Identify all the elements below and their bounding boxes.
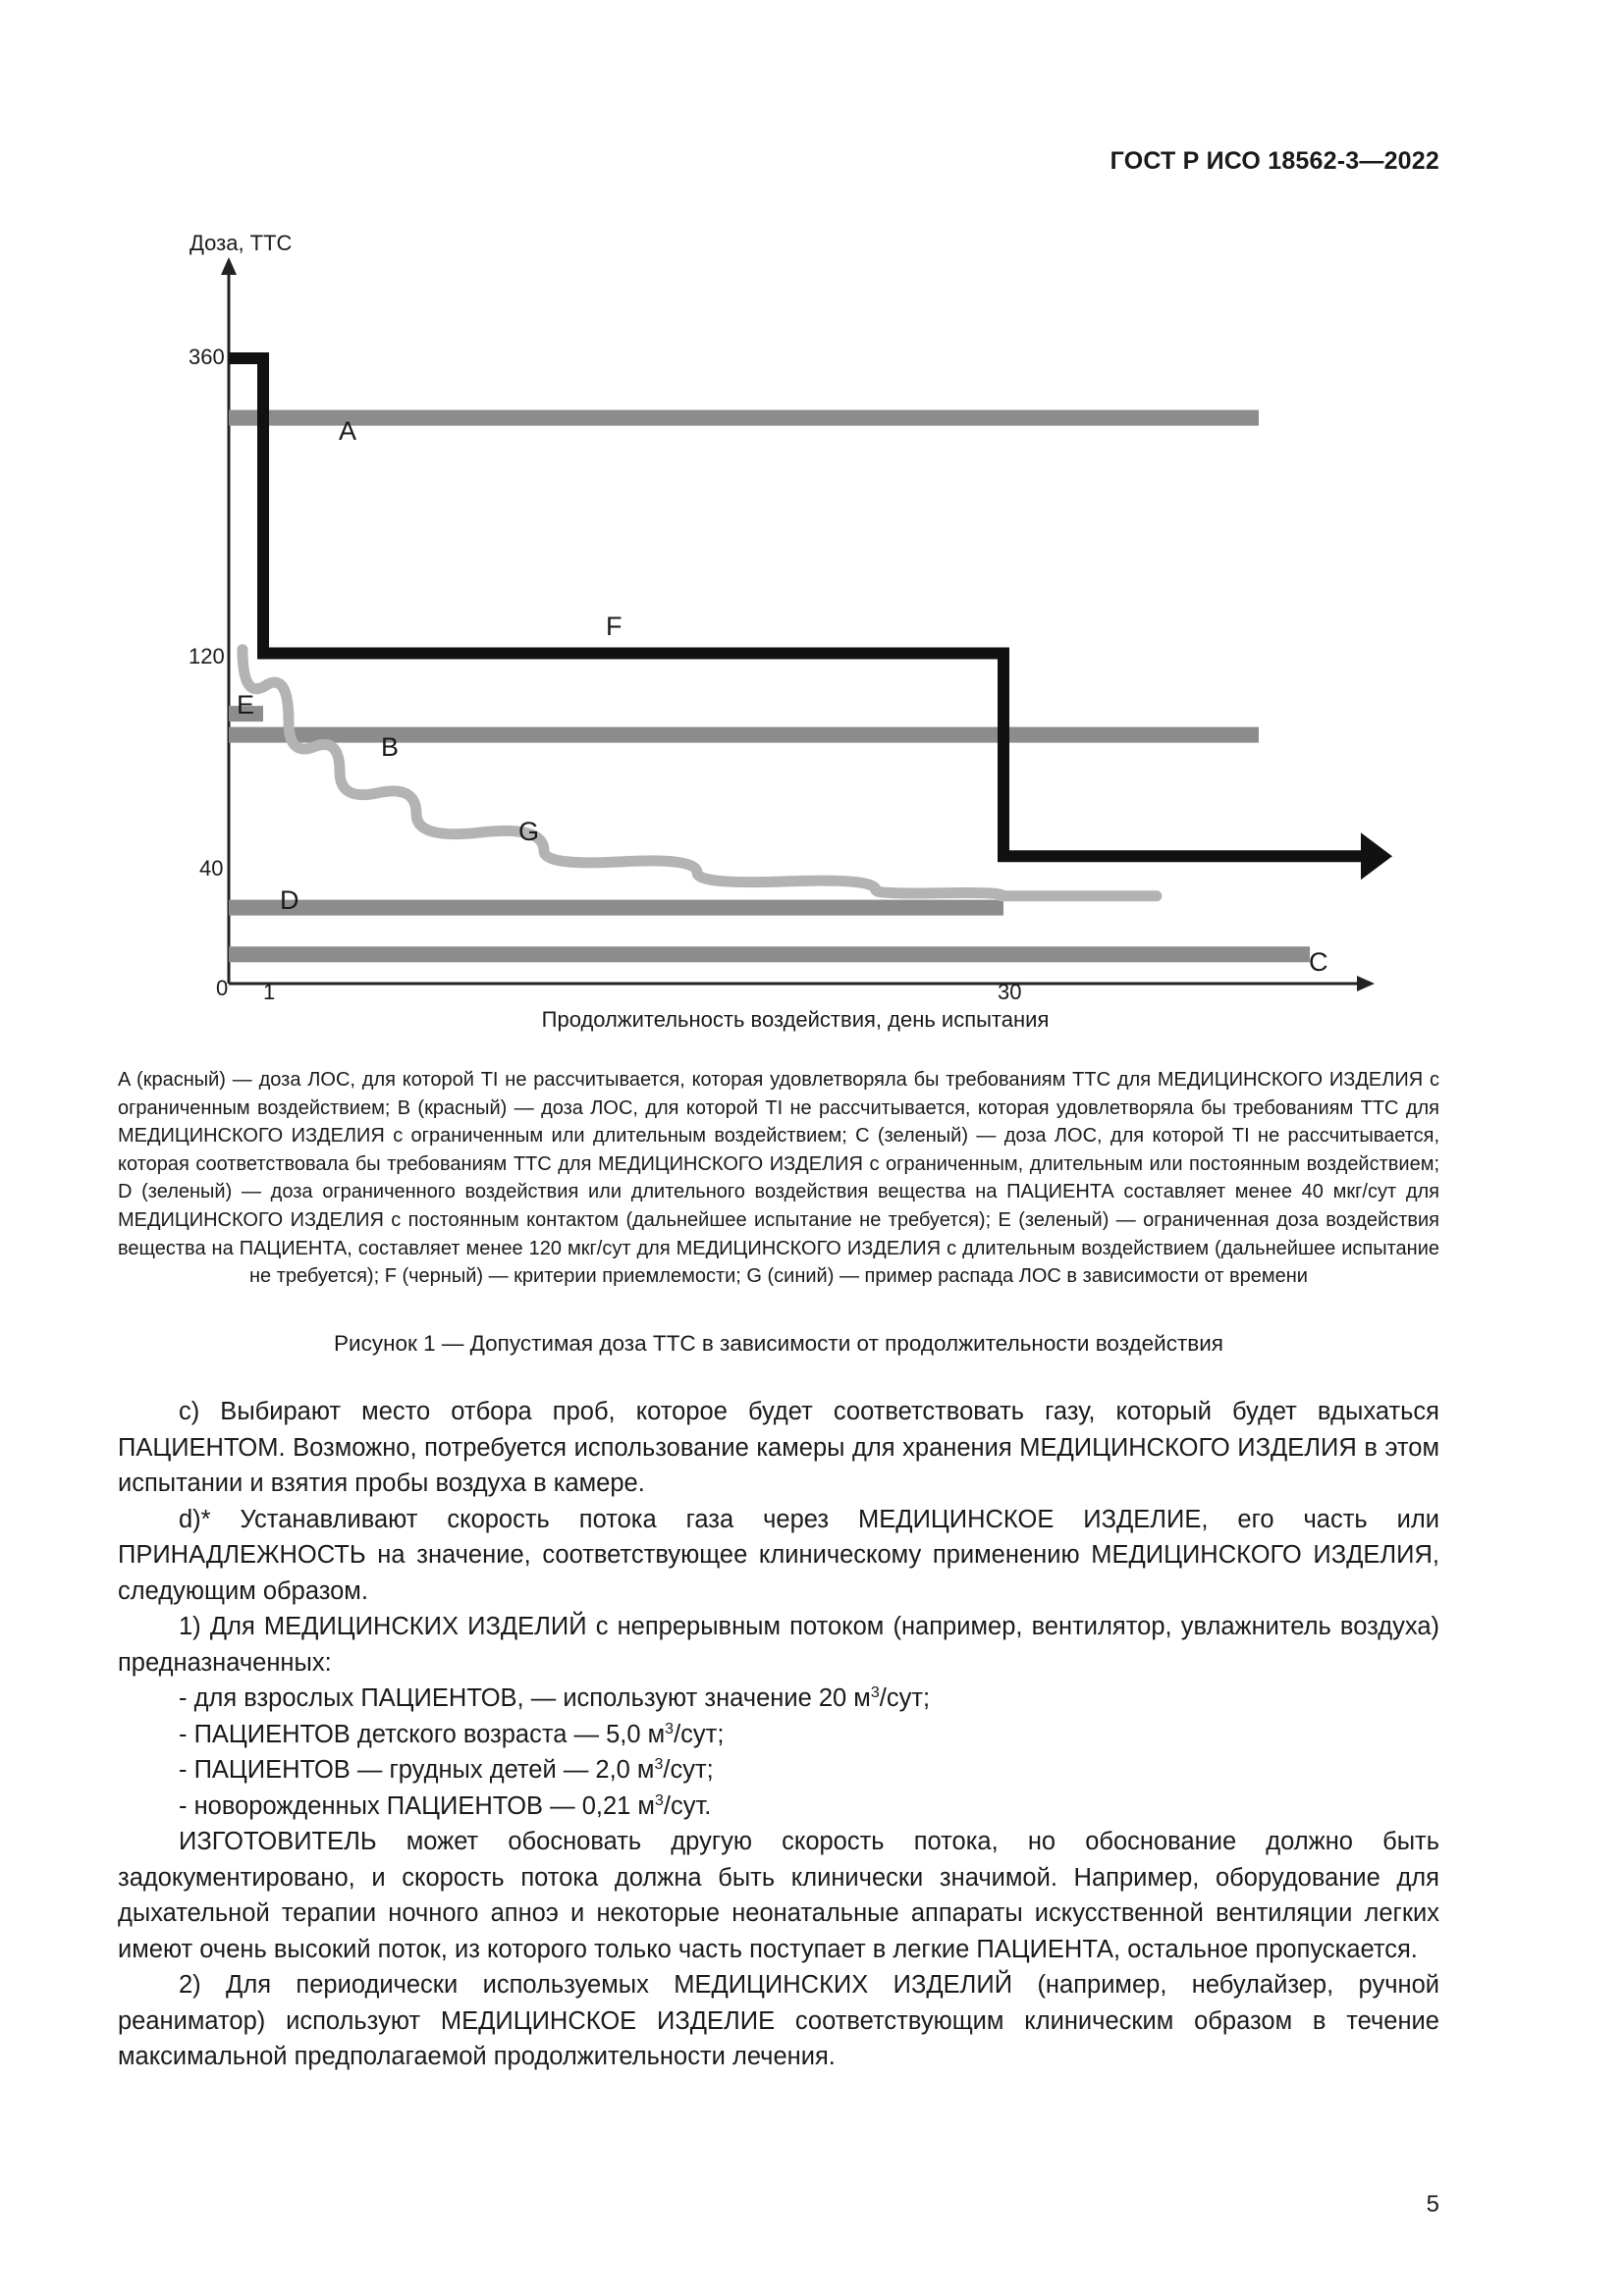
series-label-f: F (606, 612, 623, 641)
series-label-c: C (1309, 947, 1328, 977)
list-item: - новорожденных ПАЦИЕНТОВ — 0,21 $м^3$/сут. (179, 1791, 712, 1820)
y-axis-title: Доза, ТТС (189, 231, 293, 255)
paragraph-2: 2) Для периодически используемых МЕДИЦИНСКИХ ИЗДЕЛИЙ (например, небулайзер, ручной реаниматор) используют МЕДИЦИНСКОЕ ИЗДЕЛИЕ соответствующим клиническим образом в течение максимальной предполагаемой продолжительности лечения. (118, 1971, 1439, 2070)
body-text (118, 1394, 1439, 2075)
list-item: - ПАЦИЕНТОВ детского возраста — 5,0 $м^3$/сут; (179, 1720, 725, 1748)
paragraph-d: d)* Устанавливают скорость потока газа через МЕДИЦИНСКОЕ ИЗДЕЛИЕ, его часть или ПРИНАДЛЕЖНОСТЬ на значение, соответствующее клиническому применению МЕДИЦИНСКОГО ИЗДЕЛИЯ, следующим образом. (118, 1505, 1439, 1605)
page-number: 5 (1426, 2191, 1439, 2217)
paragraph-1: 1) Для МЕДИЦИНСКИХ ИЗДЕЛИЙ с непрерывным потоком (например, вентилятор, увлажнитель воздуха) предназначенных: (118, 1613, 1439, 1677)
paragraph-manufacturer: ИЗГОТОВИТЕЛЬ может обосновать другую скорость потока, но обоснование должно быть задокументировано, и скорость потока должна быть клинически значимой. Например, оборудование для дыхательной терапии ночного апноэ и некоторые неонатальные аппараты искусственной вентиляции легких имеют очень высокий поток, из которого только часть поступает в легкие ПАЦИЕНТА, остальное пропускается. (118, 1828, 1439, 1963)
series-label-a: A (339, 416, 357, 446)
series-label-b: B (381, 732, 400, 762)
x-tick-30: 30 (998, 980, 1022, 1004)
x-axis-title: Продолжительность воздействия, день испытания (541, 1007, 1050, 1032)
y-axis-arrow (221, 257, 237, 275)
y-tick-360: 360 (189, 345, 225, 369)
document-standard-header: ГОСТ Р ИСО 18562-3—2022 (1110, 147, 1439, 175)
series-label-e: E (237, 690, 255, 720)
paragraph-c: c) Выбирают место отбора проб, которое будет соответствовать газу, который будет вдыхаться ПАЦИЕНТОМ. Возможно, потребуется использование камеры для хранения МЕДИЦИНСКОГО ИЗДЕЛИЯ в этом испытании и взятия пробы воздуха в камере. (118, 1398, 1439, 1497)
list-item: - ПАЦИЕНТОВ — грудных детей — 2,0 $м^3$/сут; (179, 1756, 714, 1784)
y-tick-120: 120 (189, 644, 225, 668)
series-label-d: D (280, 885, 299, 915)
x-tick-1: 1 (263, 980, 276, 1004)
origin-label: 0 (216, 976, 229, 1000)
series-f-arrowhead (1361, 832, 1392, 880)
list-item: - для взрослых ПАЦИЕНТОВ, — используют значение 20 $м^3$/сут; (179, 1684, 931, 1712)
x-axis-arrow (1357, 976, 1375, 991)
y-tick-40: 40 (199, 856, 224, 881)
dose-duration-chart (0, 216, 1624, 1050)
figure-caption: Рисунок 1 — Допустимая доза ТТС в зависимости от продолжительности воздействия (334, 1331, 1223, 1356)
figure-legend: A (красный) — доза ЛОС, для которой TI не рассчитывается, которая удовлетворяла бы требованиям ТТС для МЕДИЦИНСКОГО ИЗДЕЛИЯ с ограниченным воздействием; B (красный) — доза ЛОС, для которой TI не рассчитывается, которая удовлетворяла бы требованиям ТТС для МЕДИЦИНСКОГО ИЗДЕЛИЯ с ограниченным или длительным воздействием; C (зеленый) — доза ЛОС, для которой TI не рассчитывается, которая соответствовала бы требованиям ТТС для МЕДИЦИНСКОГО ИЗДЕЛИЯ с ограниченным, длительным или постоянным воздействием; D (зеленый) — доза ограниченного воздействия или длительного воздействия вещества на ПАЦИЕНТА составляет менее 40 мкг/сут для МЕДИЦИНСКОГО ИЗДЕЛИЯ с постоянным контактом (дальнейшее испытание не требуется); E (зеленый) — ограниченная доза воздействия вещества на ПАЦИЕНТА, составляет менее 120 мкг/сут для МЕДИЦИНСКОГО ИЗДЕЛИЯ с длительным воздействием (дальнейшее испытание не требуется); F (черный) — критерии приемлемости; G (синий) — пример распада ЛОС в зависимости от времени (118, 1069, 1439, 1288)
series-line-f (229, 358, 1361, 856)
series-label-g: G (518, 817, 540, 846)
